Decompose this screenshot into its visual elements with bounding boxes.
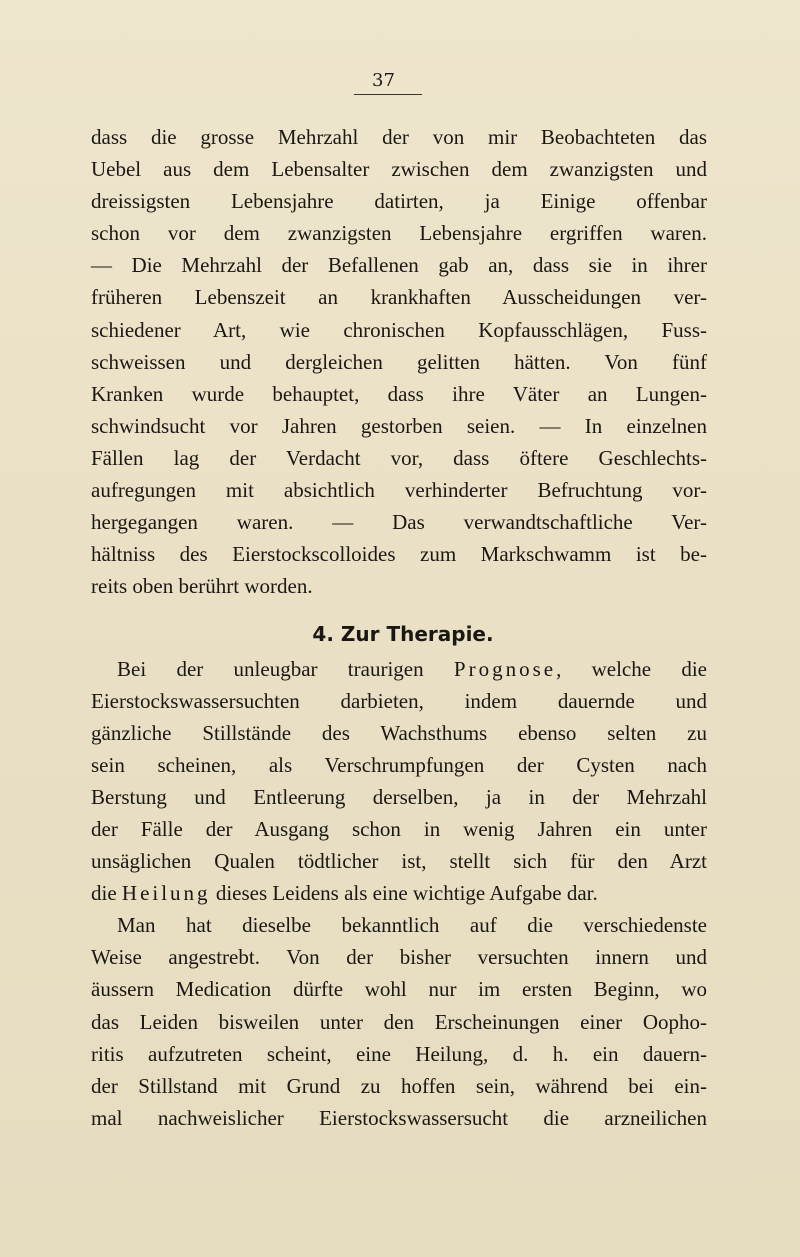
section-spacer xyxy=(91,602,707,618)
text-line: äussern Medication dürfte wohl nur im ersten Beginn, wo xyxy=(91,977,707,1002)
text-line: der Fälle der Ausgang schon in wenig Jahren ein unter xyxy=(91,816,707,841)
text-line: unsäglichen Qualen tödtlicher ist, stellt sich für den Arzt xyxy=(91,849,707,874)
text-line: die Heilung dieses Leidens als eine wichtige Aufgabe dar. xyxy=(91,881,598,906)
section-heading: 4. Zur Therapie. xyxy=(312,622,494,647)
body-text xyxy=(91,121,707,1134)
text-line: schweissen und dergleichen gelitten hätten. Von fünf xyxy=(91,349,707,374)
text-line: dass die grosse Mehrzahl der von mir Beobachteten das xyxy=(91,125,707,149)
text-line: Eierstockswassersuchten darbieten, indem dauernde und xyxy=(91,688,707,713)
text-line: gänzliche Stillstände des Wachsthums ebenso selten zu xyxy=(91,720,707,745)
page-number: 37 xyxy=(372,70,395,91)
text-line: Kranken wurde behauptet, dass ihre Väter an Lungen- xyxy=(91,381,707,406)
text-line: hältniss des Eierstockscolloides zum Markschwamm ist be- xyxy=(91,542,707,567)
text-line: das Leiden bisweilen unter den Erscheinungen einer Oopho- xyxy=(91,1009,707,1034)
text-line: dreissigsten Lebensjahre datirten, ja Einige offenbar xyxy=(91,189,707,214)
text-line: reits oben berührt worden. xyxy=(91,574,313,599)
text-line: Berstung und Entleerung derselben, ja in der Mehrzahl xyxy=(91,784,707,809)
text-line: Fällen lag der Verdacht vor, dass öftere Geschlechts- xyxy=(91,445,707,470)
text-line: sein scheinen, als Verschrumpfungen der Cysten nach xyxy=(91,752,707,777)
emphasis-prognose: Prognose xyxy=(453,656,557,681)
text-line: schon vor dem zwanzigsten Lebensjahre ergriffen waren. xyxy=(91,221,707,246)
text-line: früheren Lebenszeit an krankhaften Ausscheidungen ver- xyxy=(91,285,707,310)
text-line: Weise angestrebt. Von der bisher versuchten innern und xyxy=(91,945,707,970)
text-line: der Stillstand mit Grund zu hoffen sein, während bei ein- xyxy=(91,1073,707,1098)
text-line: aufregungen mit absichtlich verhinderter Befruchtung vor- xyxy=(91,478,707,503)
text-line: Bei der unleugbar traurigen Prognose, welche die xyxy=(117,656,707,681)
page-number-rule xyxy=(354,94,422,95)
text-line: Uebel aus dem Lebensalter zwischen dem zwanzigsten und xyxy=(91,157,707,182)
text-line: schwindsucht vor Jahren gestorben seien. — In einzelnen xyxy=(91,413,707,438)
text-line: hergegangen waren. — Das verwandtschaftliche Ver- xyxy=(91,510,707,535)
text-line: — Die Mehrzahl der Befallenen gab an, dass sie in ihrer xyxy=(91,253,707,278)
text-line: ritis aufzutreten scheint, eine Heilung, d. h. ein dauern- xyxy=(91,1041,707,1066)
emphasis-heilung: Heilung xyxy=(121,881,211,906)
text-line: schiedener Art, wie chronischen Kopfausschlägen, Fuss- xyxy=(91,317,707,342)
text-line: mal nachweislicher Eierstockswassersucht die arzneilichen xyxy=(91,1105,707,1130)
text-line: Man hat dieselbe bekanntlich auf die verschiedenste xyxy=(117,913,707,938)
